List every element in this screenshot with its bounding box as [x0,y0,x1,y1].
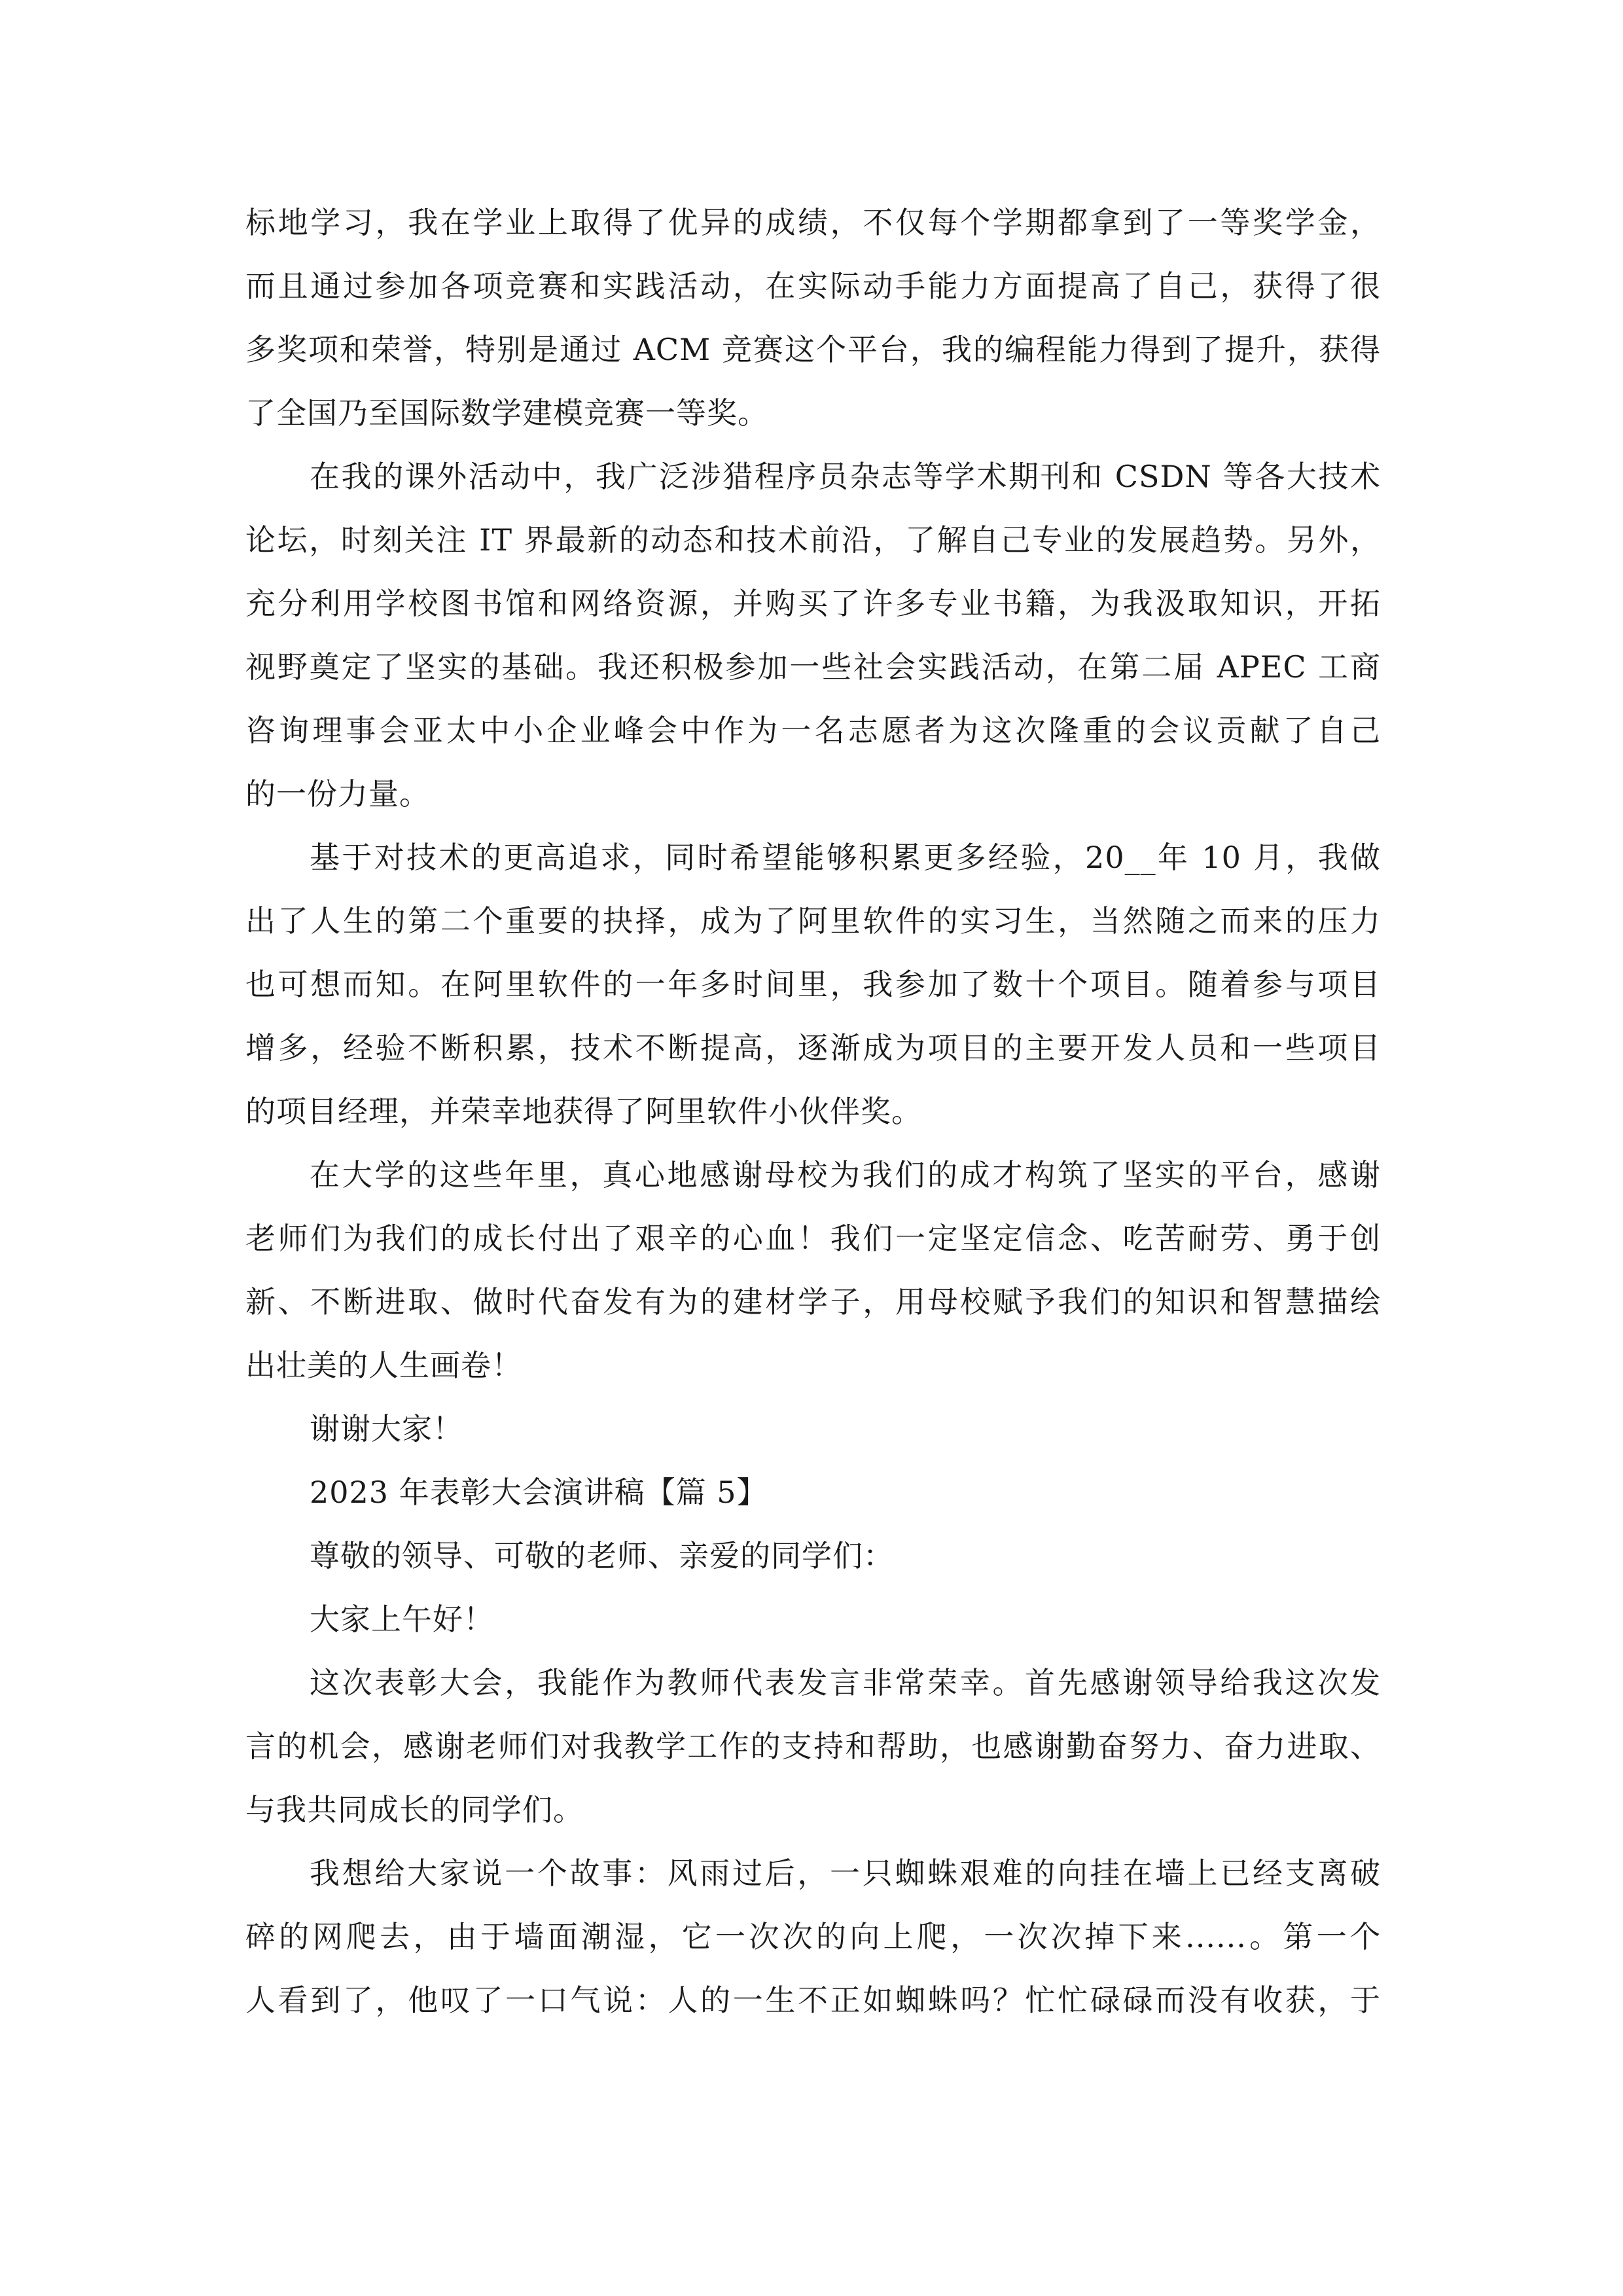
paragraph-greeting [245,1588,1381,1651]
text-line: 大家上午好！ [310,1602,494,1637]
text-line: 充分利用学校图书馆和网络资源，并购买了许多专业书籍，为我汲取知识，开拓 [245,586,1381,621]
text-line: 多奖项和荣誉，特别是通过 ACM 竞赛这个平台，我的编程能力得到了提升，获得 [245,332,1381,367]
text-line: 了全国乃至国际数学建模竞赛一等奖。 [245,395,768,431]
paragraph-internship [245,826,1381,1143]
document-body [245,191,1381,2032]
text-line: 尊敬的领导、可敬的老师、亲爱的同学们： [310,1538,894,1573]
text-line: 的项目经理，并荣幸地获得了阿里软件小伙伴奖。 [245,1094,922,1129]
text-line: 在大学的这些年里，真心地感谢母校为我们的成才构筑了坚实的平台，感谢 [310,1157,1381,1193]
text-line: 视野奠定了坚实的基础。我还积极参加一些社会实践活动，在第二届 APEC 工商 [245,649,1381,685]
paragraph-extracurricular [245,445,1381,826]
text-line: 出了人生的第二个重要的抉择，成为了阿里软件的实习生，当然随之而来的压力 [245,903,1381,939]
paragraph-opening [245,1651,1381,1842]
section-title: 2023 年表彰大会演讲稿【篇 5】 [310,1475,768,1510]
text-line: 新、不断进取、做时代奋发有为的建材学子，用母校赋予我们的知识和智慧描绘 [245,1284,1381,1319]
text-line: 增多，经验不断积累，技术不断提高，逐渐成为项目的主要开发人员和一些项目 [245,1030,1381,1066]
paragraph-thanks [245,1397,1381,1461]
text-line: 而且通过参加各项竞赛和实践活动，在实际动手能力方面提高了自己，获得了很 [245,268,1381,304]
section-heading [245,1461,1381,1524]
text-line: 基于对技术的更高追求，同时希望能够积累更多经验，20__年 10 月，我做 [310,840,1381,875]
text-line: 我想给大家说一个故事：风雨过后，一只蜘蛛艰难的向挂在墙上已经支离破 [310,1856,1381,1891]
text-line: 论坛，时刻关注 IT 界最新的动态和技术前沿，了解自己专业的发展趋势。另外， [245,522,1381,558]
text-line: 在我的课外活动中，我广泛涉猎程序员杂志等学术期刊和 CSDN 等各大技术 [310,459,1381,494]
text-line: 谢谢大家！ [310,1411,463,1446]
paragraph-salutation [245,1524,1381,1588]
paragraph-academic-achievements [245,191,1381,445]
text-line: 出壮美的人生画卷！ [245,1348,522,1383]
text-line: 也可想而知。在阿里软件的一年多时间里，我参加了数十个项目。随着参与项目 [245,967,1381,1002]
text-line: 咨询理事会亚太中小企业峰会中作为一名志愿者为这次隆重的会议贡献了自己 [245,713,1381,748]
text-line: 与我共同成长的同学们。 [245,1792,584,1827]
paragraph-spider-story [245,1842,1381,2032]
text-line: 碎的网爬去，由于墙面潮湿，它一次次的向上爬，一次次掉下来......。第一个 [245,1919,1381,1954]
text-line: 言的机会，感谢老师们对我教学工作的支持和帮助，也感谢勤奋努力、奋力进取、 [245,1729,1381,1764]
text-line: 老师们为我们的成长付出了艰辛的心血！我们一定坚定信念、吃苦耐劳、勇于创 [245,1221,1381,1256]
text-line: 的一份力量。 [245,776,430,812]
text-line: 标地学习，我在学业上取得了优异的成绩，不仅每个学期都拿到了一等奖学金， [245,205,1381,240]
text-line: 人看到了，他叹了一口气说：人的一生不正如蜘蛛吗？忙忙碌碌而没有收获，于 [245,1982,1381,2018]
paragraph-gratitude [245,1143,1381,1397]
text-line: 这次表彰大会，我能作为教师代表发言非常荣幸。首先感谢领导给我这次发 [310,1665,1381,1700]
